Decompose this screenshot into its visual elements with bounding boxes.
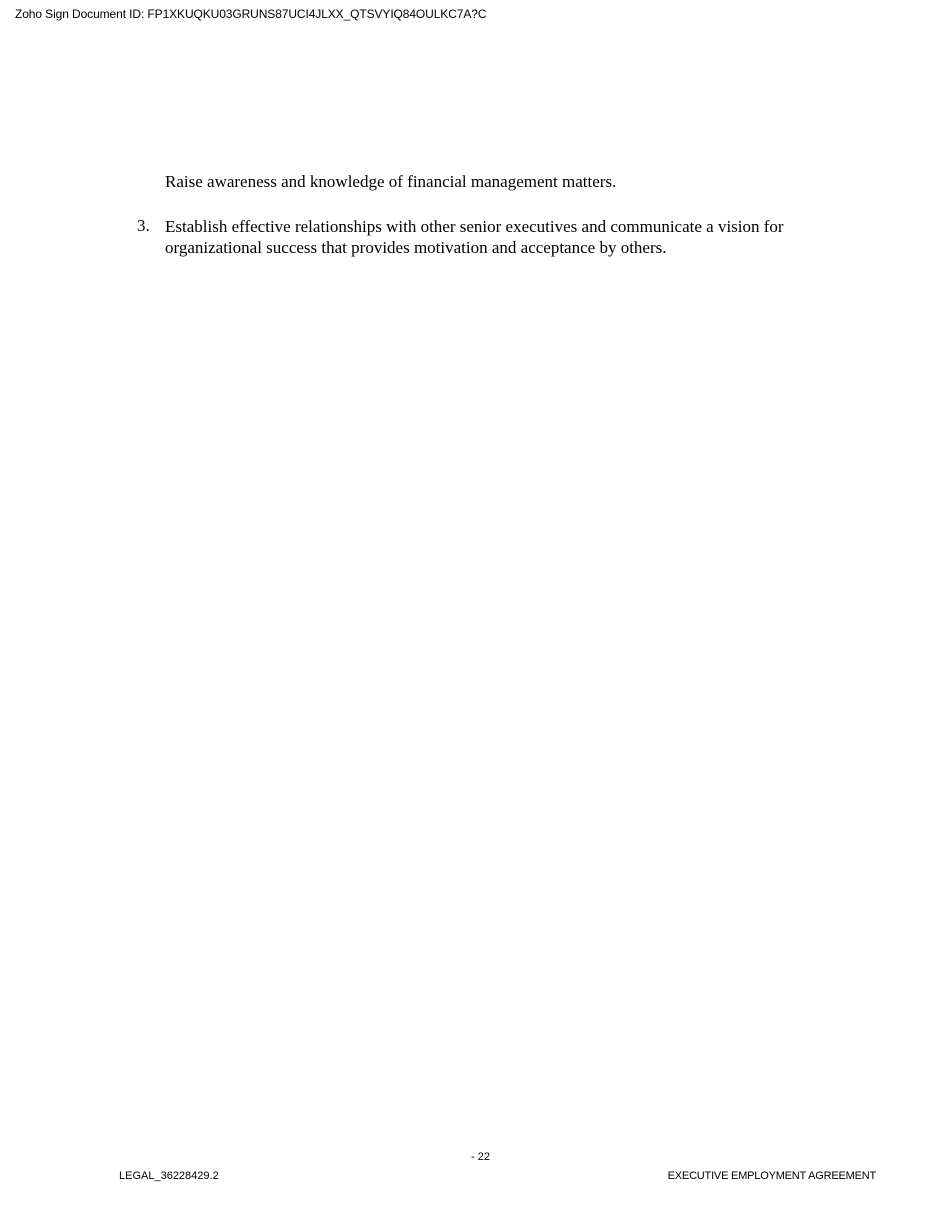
list-item-number: 3.	[137, 216, 150, 235]
paragraph-continuation: Raise awareness and knowledge of financial management matters.	[165, 172, 617, 191]
footer-document-code: LEGAL_36228429.2	[119, 1170, 219, 1182]
page-number: - 22	[471, 1151, 490, 1163]
footer-document-title: EXECUTIVE EMPLOYMENT AGREEMENT	[667, 1170, 876, 1182]
document-id-header: Zoho Sign Document ID: FP1XKUQKU03GRUNS87UCI4JLXX_QTSVYIQ84OULKC7A?C	[15, 7, 487, 21]
list-item-text: Establish effective relationships with other senior executives and communicate a vision for organizational success that provides motivation and acceptance by others.	[165, 217, 784, 257]
